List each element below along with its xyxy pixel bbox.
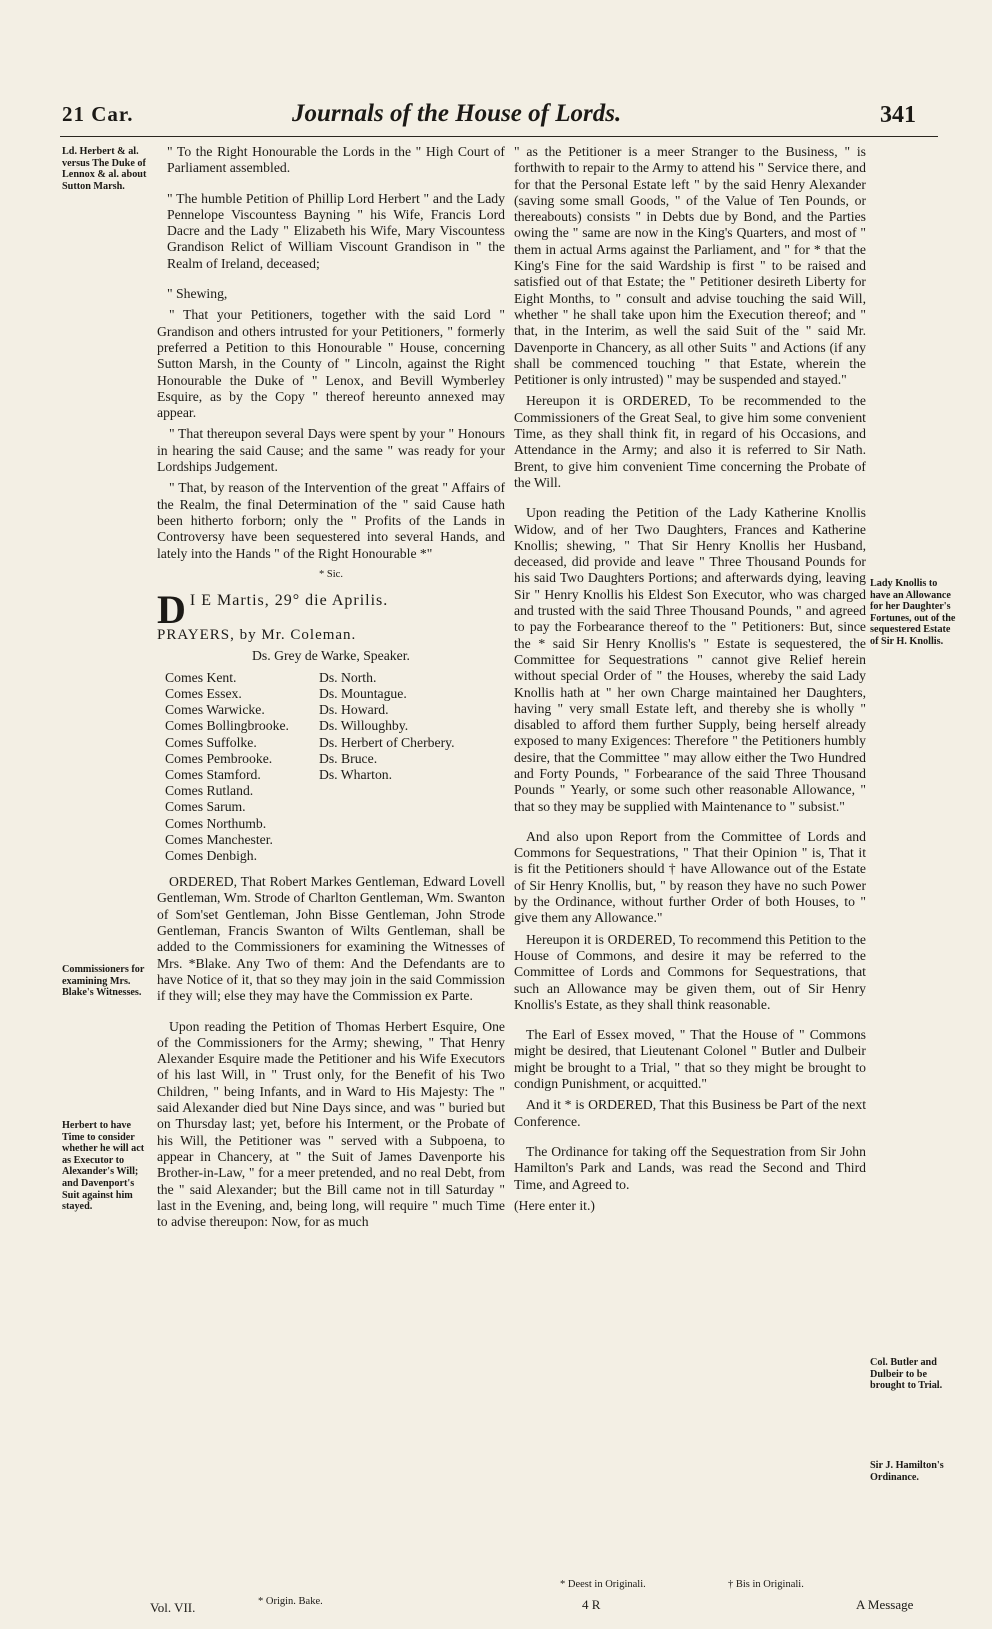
header-rule: [60, 136, 938, 137]
petition-title: " The humble Petition of Phillip Lord Herbert " and the Lady Pennelope Viscountess Bayning " his Wife, Francis Lord Dacre and the Lady " Elizabeth his Wife, Mary Viscountess Grandison Relict of William Viscount Grandison in " the Realm of Ireland, deceased;: [167, 190, 505, 271]
page-number: 341: [880, 102, 916, 128]
prayers-line: PRAYERS, by Mr. Coleman.: [157, 627, 357, 644]
speaker-line: Ds. Grey de Warke, Speaker.: [252, 648, 410, 664]
shewing: " Shewing,: [167, 286, 228, 302]
essex-motion: The Earl of Essex moved, " That the House of " Commons might be desired, that Lieutenant Colonel " Butler and Dulbeir might be brought to a Trial, " that so they might be brought to condign Punishment, or acquitted.": [514, 1027, 866, 1092]
comites-entry: Comes Essex.: [165, 685, 242, 701]
order-great-seal: Hereupon it is ORDERED, To be recommended to the Commissioners of the Great Seal, to give him some convenient Time, as they shall think fit, in regard of his Occasions, and Attendance in the Army; and also it is referred to Sir Nath. Brent, to give him convenient Time concerning the Probate of the Will.: [514, 393, 866, 490]
comites-list: [165, 670, 289, 864]
order-conference: And it * is ORDERED, That this Business be Part of the next Conference.: [514, 1097, 866, 1129]
side-note-hamilton: Sir J. Hamilton's Ordinance.: [870, 1460, 944, 1483]
herbert-petition: Upon reading the Petition of Thomas Herbert Esquire, One of the Commissioners for the Army; shewing, " That Henry Alexander Esquire made the Petitioner and his Wife Executors of his last Will, in " Trust only, for the Benefit of his Two Children, " being Infants, and in Ward to His Majesty: The " said Alexander died but Nine Days since, and was " buried but on Thursday last; yet, before his Interment, or the Probate of his Will, the Petitioner was " served with a Subpoena, to appear in Chancery, at " the Suit of James Davenporte his Brother-in-Law, " for a meer pretended, and no real Debt, from the " said Alexander; but the Bill came not in till Saturday " last in the Evening, and, being long, will require " much Time to advise thereupon: Now, for as much: [157, 1018, 505, 1230]
petition-para-1: " That your Petitioners, together with the said Lord " Grandison and others intrusted for your Petitioners, " formerly preferred a Petition to this Honourable " House, concerning Sutton Marsh, in the County of " Lincoln, against the Right Honourable the Duke of " Lenox, and Bevill Wymberley Esquire, as by the Copy " thereof hereunto annexed may appear.: [157, 307, 505, 421]
comites-entry: Comes Sarum.: [165, 799, 246, 815]
petition-para-2: " That thereupon several Days were spent by your " Honours in hearing the said Cause; and the same " was ready for your Lordships Judgement.: [157, 426, 505, 475]
side-note-herbert-time: Herbert to have Time to consider whether he will act as Executor to Alexander's Will; and Davenport's Suit against him stayed.: [62, 1120, 145, 1213]
attendance-list: [165, 670, 505, 864]
side-note-commissioners: Commissioners for examining Mrs. Blake's Witnesses.: [62, 964, 145, 999]
left-column: [157, 144, 505, 1235]
hamilton-ordinance: The Ordinance for taking off the Sequestration from Sir John Hamilton's Park and Lands, was read the Second and Third Time, and Agreed to.: [514, 1143, 866, 1192]
catchword: A Message: [856, 1597, 914, 1612]
footnote-bis: † Bis in Originali.: [728, 1579, 804, 1590]
comites-entry: Comes Pembrooke.: [165, 750, 273, 766]
petition-para-3: " That, by reason of the Intervention of the great " Affairs of the Realm, the final Determination of the " said Cause hath been hitherto forborn; only the " Profits of the Lands in Controversy have been sequestered into several Hands, and lately into the Hands " of the Right Honourable *": [157, 480, 505, 561]
comites-entry: Comes Denbigh.: [165, 847, 258, 863]
right-column: [514, 144, 866, 1219]
domin-entry: Ds. Mountague.: [318, 685, 407, 701]
order-commissioners: ORDERED, That Robert Markes Gentleman, Edward Lovell Gentleman, Wm. Strode of Charlton Gentleman, Wm. Swanton of Som'set Gentleman, John Bisse Gentleman, John Strode Gentleman, Francis Swanton of Wilts Gentleman, shall be added to the Commissioners for examining the Witnesses of Mrs. *Blake. Any Two of them: And the Defendants are to have Notice of it, that so they may join in the said Commission if they will; else they may have the Commission ex Parte.: [157, 874, 505, 1004]
domin-entry: Ds. Willoughby.: [318, 718, 409, 734]
footnote-deest: * Deest in Originali.: [560, 1579, 646, 1590]
knollis-petition: Upon reading the Petition of the Lady Katherine Knollis Widow, and of her Two Daughters, Frances and Katherine Knollis; shewing, " That Sir Henry Knollis her Husband, deceased, did provide and leave " Three Thousand Pounds for his said Two Daughters Portions; and afterwards dying, leaving Sir " Henry Knollis his Eldest Son Executor, who was charged and trusted with the said Three Thousand Pounds, " and agreed to pay the Forbearance thereof to the " Petitioners: But, since the * said Sir Henry Knollis's " Estate is sequestered, the Committee for Sequestrations " cannot give Relief herein without special Order of " the Houses, whereby the said Lady Knollis hath at " her own Charge maintained her Daughters, having " very small Estate left, and thereby she is wholly " disabled to afford them further Supply, being herself already exposed to many Exigences: Therefore " the Petitioners humbly desire, that the Committee " may allow either the Two Hundred and Forty Pounds, " Forbearance of the said Three Thousand Pounds " Yearly, or some such other reasonable Allowance, " that so they may be supplied with Maintenance to " subsist.": [514, 505, 866, 814]
sitting-date-text: I E Martis, 29° die Aprilis.: [189, 592, 389, 610]
sitting-date: [157, 587, 505, 633]
comites-entry: Comes Northumb.: [165, 815, 267, 831]
volume-label: Vol. VII.: [150, 1600, 196, 1615]
footnote-sic: * Sic.: [319, 568, 343, 580]
running-header: [0, 100, 992, 140]
domin-entry: Ds. Wharton.: [318, 766, 393, 782]
header-regnal-year: 21 Car.: [62, 102, 134, 126]
domin-entry: Ds. North.: [318, 669, 377, 685]
drop-cap: D: [157, 587, 187, 633]
footnote-origin: * Origin. Bake.: [258, 1596, 323, 1607]
comites-entry: Comes Manchester.: [165, 831, 273, 847]
side-note-knollis: Lady Knollis to have an Allowance for her Daughter's Fortunes, out of the sequestered Estate of Sir H. Knollis.: [870, 578, 956, 647]
signature-mark: 4 R: [582, 1597, 601, 1612]
comites-entry: Comes Bollingbrooke.: [165, 718, 289, 734]
comites-entry: Comes Stamford.: [165, 766, 261, 782]
comites-entry: Comes Warwicke.: [165, 702, 265, 718]
comites-entry: Comes Rutland.: [165, 783, 254, 799]
comites-entry: Comes Suffolke.: [165, 734, 257, 750]
order-commons: Hereupon it is ORDERED, To recommend this Petition to the House of Commons, and desire it may be referred to the Committee of Lords and Commons for Sequestrations, that such an Allowance may be given them, out of Sir Henry Knollis's Estate, as they shall think reasonable.: [514, 931, 866, 1012]
domin-entry: Ds. Howard.: [318, 702, 389, 718]
domin-entry: Ds. Herbert of Cherbery.: [318, 734, 455, 750]
comites-entry: Comes Kent.: [165, 669, 237, 685]
domin-entry: Ds. Bruce.: [318, 750, 378, 766]
herbert-petition-continued: " as the Petitioner is a meer Stranger to the Business, " is forthwith to repair to the Army to attend his " Service there, and for that the Personal Estate left " by the said Henry Alexander (saving some small Goods, " of the Value of Ten Pounds, or thereabouts) consists " in Debts due by Bond, and the Parties owing the " same are now in the King's Quarters, and most of " them in actual Arms against the Parliament, and " for * that the King's Fine for the said Wardship is first " to be raised and satisfied out of that Estate; the " Petitioner desireth Liberty for Eight Months, to " consult and advise touching the said Will, whether " he shall take upon him the Execution thereof; and " that, in the Interim, as well the said Suit of the " said Mr. Davenporte in Chancery, as all other Suits " and Actions (if any shall be commenced touching " that Estate, wherein the Petitioner is only intrusted) " may be suspended and stayed.": [514, 144, 866, 388]
petition-address: " To the Right Honourable the Lords in the " High Court of Parliament assembled.: [167, 144, 505, 176]
sequestration-report: And also upon Report from the Committee of Lords and Commons for Sequestrations, " That their Opinion " is, That it is fit the Petitioners should † have Allowance out of the Estate of Sir Henry Knollis, but, " by reason they have no such Power by the Ordinance, without further Order of both Houses, to " give them any Allowance.": [514, 828, 866, 926]
side-note-butler: Col. Butler and Dulbeir to be brought to Trial.: [870, 1357, 943, 1392]
side-note-herbert: Ld. Herbert & al. versus The Duke of Lennox & al. about Sutton Marsh.: [62, 146, 147, 192]
domini-list: [319, 670, 455, 864]
enter-note: (Here enter it.): [514, 1197, 595, 1213]
header-title: Journals of the House of Lords.: [292, 100, 622, 127]
